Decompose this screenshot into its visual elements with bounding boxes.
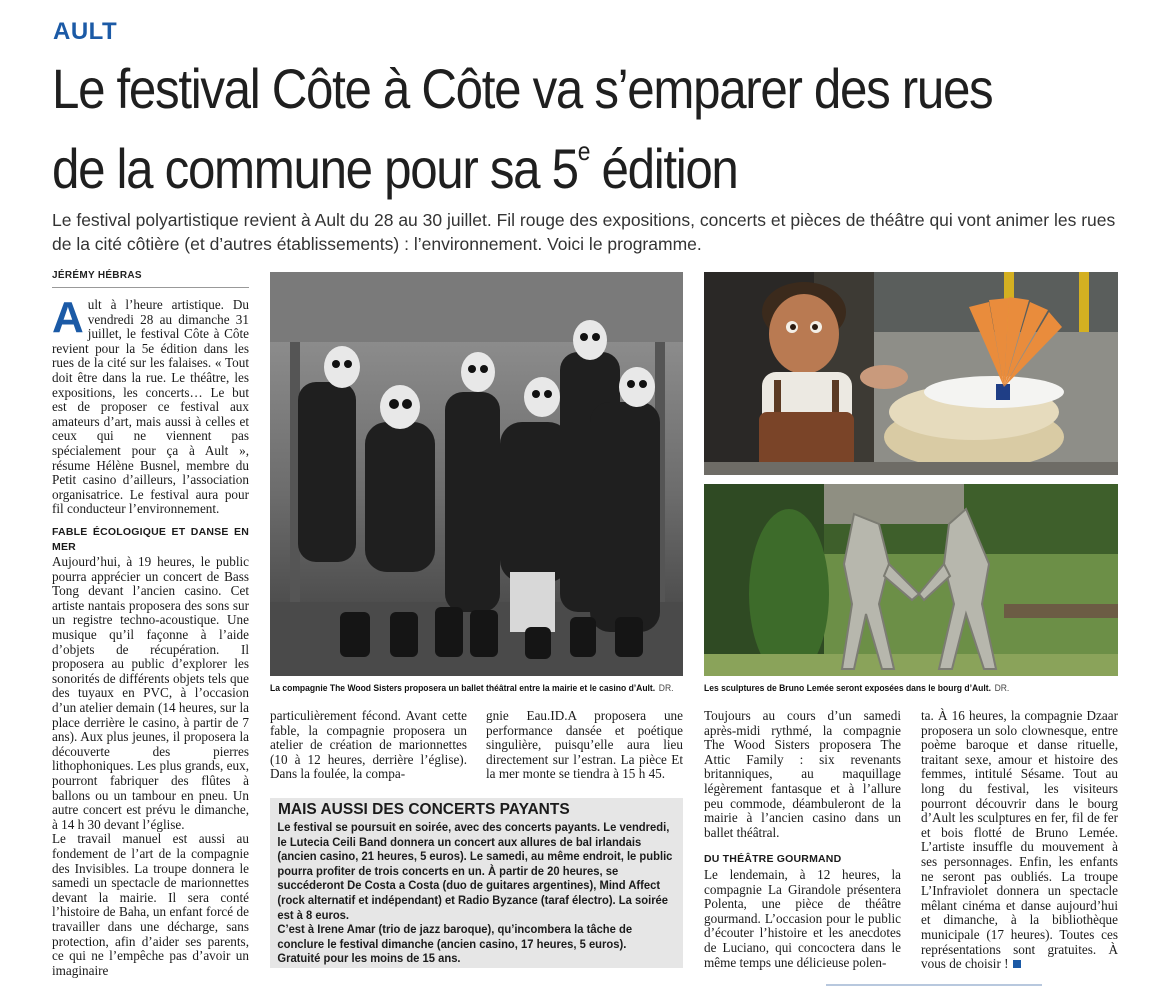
- photo-wood-sisters: [270, 272, 683, 676]
- paragraph-bass-tong: Aujourd’hui, à 19 heures, le public pourra apprécier un concert de Bass Tong devant l’ancien casino. Cet artiste nantais proposera des sons sur un registre techno-acoustique. Une musique qu’il façonne à l’aide d’objets de récupération. Il proposera au public d’explorer les sonorités de différents objets tels que des tuyaux en PVC, à l’occasion d’un atelier demain (14 heures, sur la place derrière le casino, à partir de 7 ans). Aux plus jeunes, il proposera la découverte des pierres lithophoniques. Les plus grands, eux, pourront fabriquer des flûtes à ballons ou un tambour en pneu. Un autre concert est prévu le dimanche, à 14 h 30 devant l’église.: [52, 554, 249, 832]
- subheading-theatre: DU THÉÂTRE GOURMAND: [704, 853, 842, 866]
- sidebar-box-concerts: [270, 798, 683, 968]
- drop-cap: A: [52, 293, 84, 342]
- article-column-2: particulièrement fécond. Avant cette fable, la compagnie proposera un atelier de création de marionnettes (10 à 12 heures, derrière l’église). Dans la foulée, la compa-: [270, 708, 467, 782]
- paragraph-intro: ult à l’heure artistique. Du vendredi 28 au dimanche 31 juillet, le festival Côte à Côte revient pour la 5e édition dans les rues de la cité sur les falaises. « Tout doit être dans la rue. Le théâtre, les expositions, les concerts… Le but est de proposer ce festival aux amateurs d’art, mais aussi à celles et ceux qui ne viennent pas spécialement pour ça à Ault », résume Hélène Busnel, membre du Petit casino d’ailleurs, l’association organisatrice. Le festival aura pour fil conducteur l’environnement.: [52, 297, 249, 517]
- byline: JÉRÉMY HÉBRAS: [52, 270, 142, 281]
- subheading-fable: FABLE ÉCOLOGIQUE ET DANSE EN MER: [52, 525, 249, 553]
- photo-credit: DR.: [658, 683, 674, 694]
- article-column-4: Toujours au cours d’un samedi après-midi rythmé, la compagnie The Wood Sisters proposera The Attic Family : six revenants britanniques, au maquillage légèrement fantasque et à l’allure peu commode, déambuleront de la mairie à l’ancien casino dans un ballet théâtral. DU THÉÂTRE GOURMAND Le lendemain, à 12 heures, la compagnie La Girandole présentera Polenta, une pièce de théâtre gourmand. L’occasion pour le public d’écouter l’histoire et les anecdotes de Luciano, qui concoctera dans le même temps une délicieuse polen-: [704, 708, 901, 970]
- photo-caption-sculptures: Les sculptures de Bruno Lemée seront exposées dans le bourg d’Ault. DR.: [704, 683, 1010, 694]
- headline-line-1: Le festival Côte à Côte va s’emparer des rues: [52, 57, 993, 120]
- article-column-1: [52, 293, 249, 978]
- headline: [52, 57, 1002, 200]
- page-bottom-rule: [826, 984, 1042, 986]
- sidebar-box-title: MAIS AUSSI DES CONCERTS PAYANTS: [278, 801, 570, 818]
- sidebar-box-body: Le festival se poursuit en soirée, avec des concerts payants. Le vendredi, le Lutecia Ceili Band donnera un concert aux allures de bal irlandais (ancien casino, 21 heures, 5 euros). Le samedi, au même endroit, le public pourra profiter de trois concerts en un. À partir de 20 heures, se succéderont De Costa a Costa (duo de guitares argentines), Mind Affect (rock alternatif et indépendant) et Radio Byzance (taraf électro). La soirée est à 8 euros. C’est à Irene Amar (trio de jazz baroque), qu’incombera la tâche de conclure le festival dimanche (ancien casino, 17 heures, 5 euros). Gratuité pour les moins de 15 ans.: [277, 820, 673, 966]
- end-mark: [1013, 960, 1021, 968]
- paragraph-invisibles: Le travail manuel est aussi au fondement de l’art de la compagnie des Invisibles. La troupe donnera le samedi un spectacle de marionnettes devant la mairie. Il sera conté l’histoire de Baha, un enfant forcé de travailler dans une décharge, sans protection, afin d’aider ses parents, ce qui ne l’empêche pas d’avoir un imaginaire: [52, 831, 249, 978]
- article-column-5: ta. À 16 heures, la compagnie Dzaar proposera un solo clownesque, entre poème baroque et danse rituelle, traitant sexe, amour et histoire des femmes, intitulé Sésame. Tout au long du festival, les visiteurs pourront découvrir dans le bourg d’Ault les sculptures en fer, fil de fer et bois flotté de Bruno Lemée. L’artiste insuffle du mouvement à ses personnages. Enfin, les enfants ne seront pas oubliés. La troupe L’Infraviolet donnera un spectacle mêlant cinéma et danse aujourd’hui et dimanche, à la bibliothèque municipale (17 heures). Toutes ces représentations sont gratuites. À vous de choisir !: [921, 708, 1118, 972]
- photo-credit: DR.: [994, 683, 1010, 694]
- photo-caption-main: La compagnie The Wood Sisters proposera un ballet théâtral entre la mairie et le casino d’Ault. DR.: [270, 683, 674, 694]
- headline-line-2: de la commune pour sa 5e édition: [52, 136, 738, 200]
- photo-sculptures: [704, 484, 1118, 676]
- photo-puppet: [704, 272, 1118, 475]
- byline-divider: [52, 287, 249, 288]
- article-lede: Le festival polyartistique revient à Ault du 28 au 30 juillet. Fil rouge des expositions, concerts et pièces de théâtre qui vont animer les rues de la cité côtière (et d’autres établissements) : l’environnement. Voici le programme.: [52, 210, 1116, 254]
- article-column-3: gnie Eau.ID.A proposera une performance dansée et poétique singulière, puisqu’elle aura lieu directement sur l’estran. La pièce Et la mer monte se tiendra à 15 h 45.: [486, 708, 683, 782]
- section-kicker: AULT: [53, 18, 118, 45]
